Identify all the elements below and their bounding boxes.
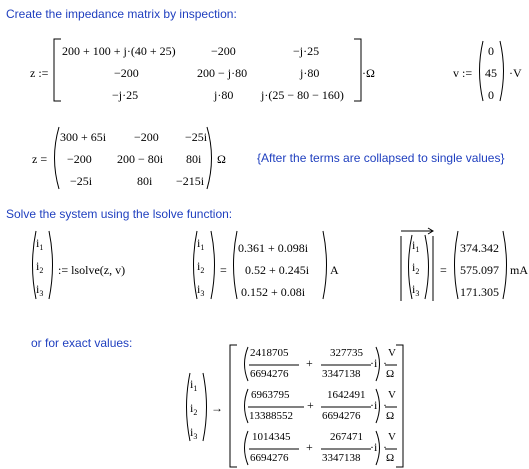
z-eval-cell: −200: [134, 130, 159, 144]
exact-unit-den: Ω: [386, 452, 395, 464]
z-eval-comment: {After the terms are collapsed to single values}: [257, 151, 505, 165]
current-i2: $i_2$: [412, 260, 420, 276]
z-eval-cell: 300 + 65i: [60, 130, 107, 144]
v-right-paren: [499, 40, 507, 102]
magnitude-unit: mA: [510, 263, 528, 277]
exact-denominator: 3347138: [322, 452, 361, 464]
current-i3: $i_3$: [36, 282, 44, 298]
fraction-bar: [249, 448, 299, 450]
exact-denominator: 13388552: [249, 410, 293, 422]
current-i3: $i_3$: [190, 425, 198, 441]
z-eval-cell: 80i: [137, 174, 153, 188]
result-value: 0.52 + 0.245i: [245, 263, 310, 277]
fraction-bar: [385, 364, 397, 366]
magnitude-equals: =: [440, 263, 447, 277]
magnitude-values-right-paren: [502, 230, 510, 300]
fraction-bar: [321, 406, 371, 408]
exact-numerator: 1642491: [327, 389, 366, 401]
exact-numerator: 1014345: [252, 431, 291, 443]
z-def-cell: 200 − j·80: [197, 66, 248, 80]
exact-denominator: 6694276: [250, 452, 289, 464]
current-i1: $i_1$: [412, 238, 420, 254]
exact-row-right-paren: [375, 346, 383, 382]
current-i1: $i_1$: [197, 236, 205, 252]
exact-left-bracket: [229, 344, 239, 468]
exact-plus: +: [306, 440, 313, 454]
exact-denominator: 3347138: [322, 368, 361, 380]
exact-imag-unit: ·i: [370, 398, 378, 412]
exact-row-left-paren: [241, 346, 249, 382]
z-def-cell: j·80: [214, 88, 234, 102]
lsolve-expression: := lsolve(z, v): [58, 263, 126, 277]
z-eval-left-paren: [50, 126, 60, 190]
z-eval-cell: −200: [67, 152, 92, 166]
exact-imag-unit: ·i: [370, 356, 378, 370]
z-eval-cell: −25i: [70, 174, 93, 188]
z-eval-cell: 200 − 80i: [117, 152, 164, 166]
exact-dot: ·: [383, 440, 387, 454]
z-eval-right-paren: [206, 126, 216, 190]
z-def-cell: −j·25: [112, 88, 139, 102]
exact-unit-num: V: [388, 389, 396, 401]
v-def-lhs: v :=: [453, 66, 473, 80]
exact-values-label: or for exact values:: [31, 336, 133, 350]
exact-numerator: 2418705: [250, 347, 289, 359]
result-equals: =: [220, 263, 227, 277]
exact-unit-den: Ω: [386, 410, 395, 422]
current-i3: $i_3$: [197, 282, 205, 298]
z-def-cell: −j·25: [293, 44, 320, 58]
exact-unit-num: V: [388, 347, 396, 359]
result-i-right-paren: [210, 230, 218, 300]
exact-arrow: →: [211, 401, 223, 415]
fraction-bar: [249, 364, 299, 366]
exact-row-left-paren: [241, 430, 249, 466]
v-left-paren: [476, 40, 484, 102]
magnitude-values-left-paren: [451, 230, 459, 300]
z-eval-cell: −25i: [185, 130, 208, 144]
v-value: 45: [485, 66, 497, 80]
current-i1: $i_1$: [36, 236, 44, 252]
z-eval-unit: Ω: [217, 152, 226, 166]
v-value: 0: [488, 44, 494, 58]
z-def-cell: −200: [114, 66, 139, 80]
magnitude-value: 171.305: [460, 285, 499, 299]
v-value: 0: [488, 88, 494, 102]
fraction-bar: [321, 364, 371, 366]
exact-row-right-paren: [375, 430, 383, 466]
z-eval-cell: −215i: [176, 174, 205, 188]
fraction-bar: [248, 406, 304, 408]
z-eval-lhs: z =: [32, 152, 48, 166]
z-eval-cell: 80i: [186, 152, 202, 166]
exact-imag-unit: ·i: [370, 440, 378, 454]
current-i2: $i_2$: [36, 259, 44, 275]
current-i2: $i_2$: [197, 259, 205, 275]
result-value: 0.361 + 0.098i: [238, 241, 309, 255]
exact-numerator: 327735: [330, 347, 363, 359]
heading-impedance: Create the impedance matrix by inspection:: [6, 7, 237, 21]
z-def-lhs: z :=: [30, 66, 49, 80]
fraction-bar: [385, 448, 397, 450]
exact-plus: +: [307, 398, 314, 412]
z-def-unit: ·Ω: [362, 66, 375, 80]
result-values-left-paren: [230, 230, 238, 300]
fraction-bar: [385, 406, 397, 408]
result-values-right-paren: [322, 230, 330, 300]
result-unit: A: [330, 263, 339, 277]
current-i3: $i_3$: [412, 282, 420, 298]
z-def-cell: j·(25 − 80 − 160): [261, 88, 344, 102]
exact-i-right-paren: [202, 372, 210, 442]
exact-denominator: 6694276: [322, 410, 361, 422]
exact-row-right-paren: [375, 388, 383, 424]
exact-dot: ·: [383, 398, 387, 412]
v-unit: ·V: [509, 66, 522, 80]
exact-numerator: 6963795: [251, 389, 290, 401]
result-value: 0.152 + 0.08i: [241, 285, 306, 299]
exact-unit-num: V: [388, 431, 396, 443]
heading-solve: Solve the system using the lsolve function:: [6, 207, 233, 221]
fraction-bar: [321, 448, 371, 450]
exact-plus: +: [306, 356, 313, 370]
z-def-cell: 200 + 100 + j·(40 + 25): [62, 44, 176, 58]
exact-unit-den: Ω: [386, 368, 395, 380]
magnitude-value: 374.342: [460, 241, 499, 255]
magnitude-i-right-paren: [424, 234, 432, 300]
magnitude-value: 575.097: [460, 263, 499, 277]
current-i1: $i_1$: [190, 377, 198, 393]
exact-denominator: 6694276: [250, 368, 289, 380]
z-def-cell: j·80: [300, 66, 320, 80]
z-def-cell: −200: [211, 44, 236, 58]
exact-numerator: 267471: [330, 431, 363, 443]
exact-dot: ·: [383, 356, 387, 370]
lsolve-i-right-paren: [48, 230, 56, 300]
current-i2: $i_2$: [190, 401, 198, 417]
